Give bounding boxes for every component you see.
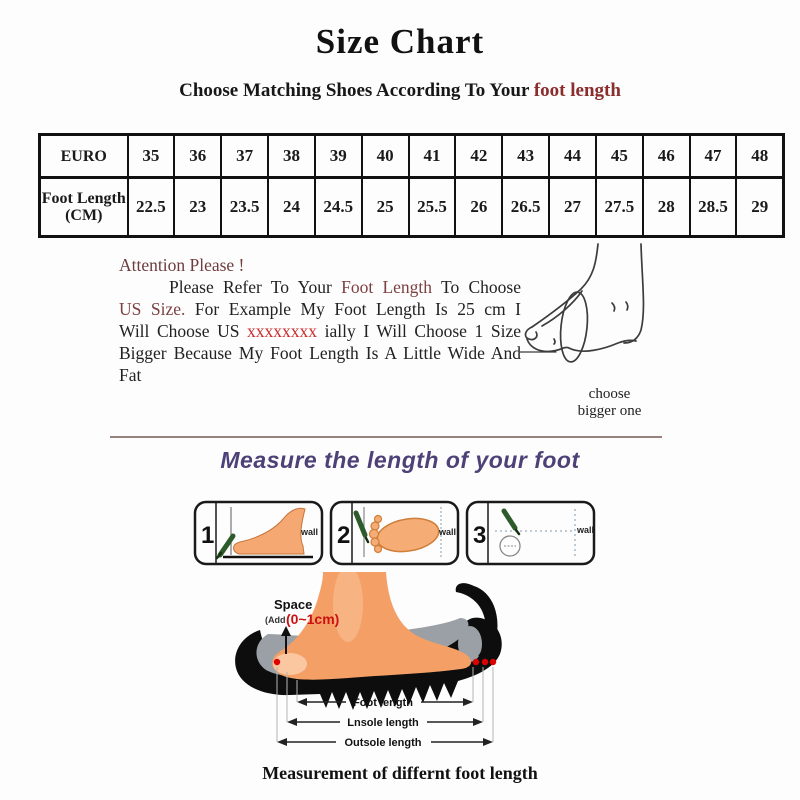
page-title: Size Chart — [315, 22, 485, 61]
attention-text: Please Refer To Your — [169, 277, 342, 297]
step-panel-1 — [193, 499, 324, 567]
euro-size-cell: 48 — [736, 135, 783, 178]
euro-size-cell: 42 — [455, 135, 502, 178]
outsole-length-label: Outsole length — [344, 737, 422, 749]
space-range-label: (0~1cm) — [286, 611, 340, 627]
attention-text-foot-length: Foot Length — [341, 277, 433, 297]
row-label-foot-length: Foot Length (CM) — [40, 178, 128, 237]
section-divider — [110, 436, 662, 438]
euro-size-cell: 45 — [596, 135, 643, 178]
page-subtitle — [0, 80, 800, 102]
foot-length-cell: 26.5 — [502, 178, 549, 237]
foot-sketch-heel-line — [624, 244, 643, 343]
euro-size-cell: 37 — [221, 135, 268, 178]
foot-length-cell: 28 — [643, 178, 690, 237]
attention-text: ially I Will Choose 1 Size Bigger Because My Foot Length Is A Little Wide And Fat — [119, 321, 521, 385]
attention-heading: Attention Please ! — [119, 255, 245, 275]
foot-sketch-ankle-mark-2 — [626, 302, 628, 310]
step-number: 3 — [473, 522, 487, 549]
space-label: Space — [274, 597, 313, 612]
attention-paragraph — [119, 276, 521, 386]
step-panel-3 — [465, 499, 596, 567]
choose-bigger-line1: choose — [588, 386, 631, 402]
foot-length-cell: 29 — [736, 178, 783, 237]
attention-text: To Choose — [432, 277, 521, 297]
foot-measurement-diagram — [228, 572, 580, 762]
subtitle-highlight: foot length — [533, 80, 621, 101]
euro-size-cell: 36 — [174, 135, 221, 178]
foot-sketch-toe — [525, 327, 536, 340]
step-panel-2 — [329, 499, 460, 567]
euro-size-cell: 47 — [690, 135, 737, 178]
attention-text-us-size: US Size. — [119, 299, 186, 319]
wall-label: wall — [301, 527, 319, 537]
subtitle-text: Choose Matching Shoes According To Your — [179, 80, 534, 101]
size-table — [38, 133, 785, 238]
choose-bigger-line2: bigger one — [577, 403, 642, 419]
foot-length-cell: 28.5 — [690, 178, 737, 237]
foot-length-cell: 22.5 — [128, 178, 175, 237]
step-number: 2 — [337, 522, 351, 549]
choose-bigger-note — [552, 386, 667, 420]
foot-length-cell: 26 — [455, 178, 502, 237]
euro-size-cell: 41 — [409, 135, 456, 178]
attention-text: For Example My Foot Length Is 25 cm I Will Choose US — [119, 299, 522, 341]
table-row-foot-length — [40, 178, 784, 237]
foot-length-cell: 23.5 — [221, 178, 268, 237]
space-arrow-head — [281, 626, 291, 636]
foot-length-cell: 24.5 — [315, 178, 362, 237]
foot-sketch-toe-crease — [554, 339, 555, 344]
wall-label: wall — [577, 525, 595, 535]
foot-sketch-ankle-mark-1 — [612, 303, 615, 311]
measure-section-heading: Measure the length of your foot — [220, 447, 580, 473]
euro-size-cell: 40 — [362, 135, 409, 178]
euro-size-cell: 39 — [315, 135, 362, 178]
foot-length-label: Foot length — [353, 697, 413, 709]
euro-size-cell: 38 — [268, 135, 315, 178]
attention-text-redacted: xxxxxxxx — [247, 321, 318, 341]
foot-length-cell: 24 — [268, 178, 315, 237]
space-add-label: (Add — [265, 615, 286, 625]
foot-length-cell: 25.5 — [409, 178, 456, 237]
foot-length-cell: 27 — [549, 178, 596, 237]
euro-size-cell: 46 — [643, 135, 690, 178]
row-label-euro: EURO — [40, 135, 128, 178]
euro-size-cell: 43 — [502, 135, 549, 178]
euro-size-cell: 35 — [128, 135, 175, 178]
foot-length-cell: 25 — [362, 178, 409, 237]
measuring-steps — [193, 499, 596, 567]
euro-size-cell: 44 — [549, 135, 596, 178]
table-row-euro — [40, 135, 784, 178]
attention-note — [119, 254, 521, 386]
foot-length-cell: 27.5 — [596, 178, 643, 237]
insole-length-label: Lnsole length — [347, 717, 419, 729]
footer-caption: Measurement of differnt foot length — [262, 763, 538, 783]
foot-sketch-illustration — [520, 242, 695, 377]
step-number: 1 — [201, 522, 215, 549]
foot-length-cell: 23 — [174, 178, 221, 237]
wall-label: wall — [439, 527, 457, 537]
